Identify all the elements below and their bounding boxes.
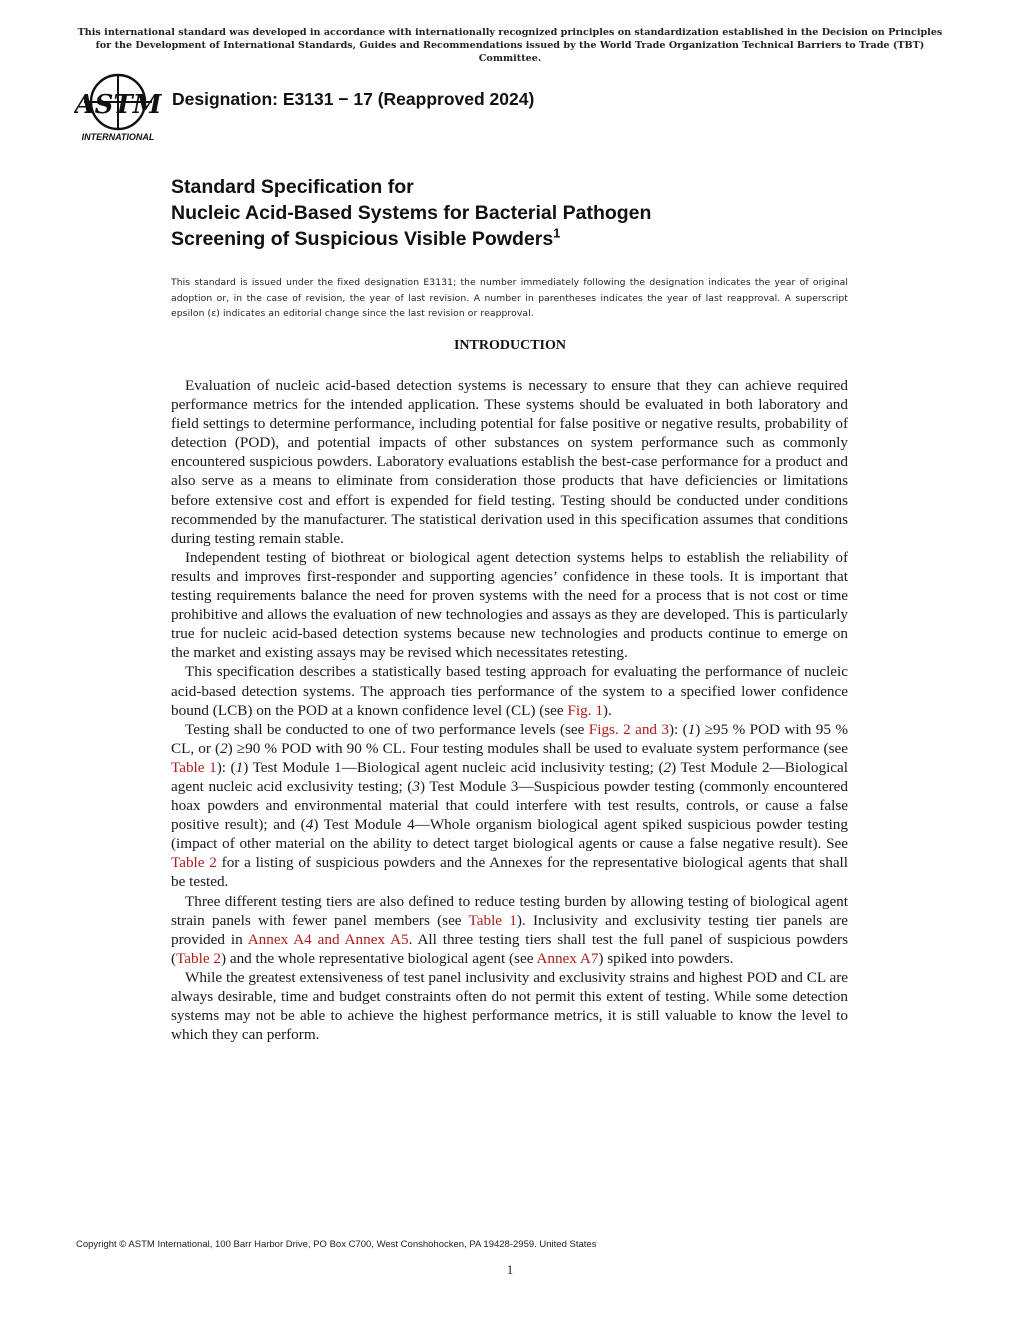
issue-note: This standard is issued under the fixed designation E3131; the number immediately following the designation indicates the year of original adoption or, in the case of revision, the year of last revision. A number in parentheses indicates the year of last reapproval. A superscript epsilon (ε) indicates an editorial change since the last revision or reapproval. bbox=[171, 277, 848, 319]
annex-a4-a5-link[interactable]: Annex A4 and Annex A5 bbox=[247, 930, 409, 948]
introduction-body bbox=[171, 376, 848, 1044]
title-line-2: Nucleic Acid-Based Systems for Bacterial Pathogen bbox=[171, 202, 652, 224]
title-footnote-mark: 1 bbox=[553, 225, 561, 241]
paragraph-3: This specification describes a statistically based testing approach for evaluating the performance of nucleic acid-based detection systems. The approach ties performance of the system to a specified lower confidence bound (LCB) on the POD at a known confidence level (CL) (see Fig. 1). bbox=[171, 663, 848, 719]
fig-1-link[interactable]: Fig. 1 bbox=[567, 701, 603, 719]
annex-a7-link[interactable]: Annex A7 bbox=[536, 949, 599, 967]
paragraph-5: Three different testing tiers are also defined to reduce testing burden by allowing testing of biological agent strain panels with fewer panel members (see Table 1). Inclusivity and exclusivity testing tier panels are provided in Annex A4 and Annex A5. All three testing tiers shall test the full panel of suspicious powders (Table 2) and the whole representative biological agent (see Annex A7) spiked into powders. bbox=[171, 892, 848, 967]
paragraph-4: Testing shall be conducted to one of two performance levels (see Figs. 2 and 3): (1) ≥95 % POD with 95 % CL, or (2) ≥90 % POD with 90 % CL. Four testing modules shall be used to evaluate system performance (see Table 1): (1) Test Module 1—Biological agent nucleic acid inclusivity testing; (2) Test Module 2—Biological agent nucleic acid exclusivity testing; (3) Test Module 3—Suspicious powder testing (commonly encountered hoax powders and environmental material that could interfere with test results, controls, or cause a false positive result); and (4) Test Module 4—Whole organism biological agent spiked suspicious powder testing (impact of other material on the ability to detect target biological agents or cause a false negative result). See Table 2 for a listing of suspicious powders and the Annexes for the representative biological agents that shall be tested. bbox=[171, 720, 848, 891]
title-line-1: Standard Specification for bbox=[171, 176, 414, 198]
figs-2-3-link[interactable]: Figs. 2 and 3 bbox=[588, 720, 669, 738]
table-2-link[interactable]: Table 2 bbox=[171, 854, 217, 872]
page-number: 1 bbox=[506, 1262, 514, 1277]
svg-text:INTERNATIONAL: INTERNATIONAL bbox=[81, 132, 155, 142]
copyright-footer: Copyright © ASTM International, 100 Barr Harbor Drive, PO Box C700, West Conshohocken, PA 19428-2959. United States bbox=[76, 1239, 597, 1250]
table-1-link[interactable]: Table 1 bbox=[468, 911, 517, 929]
table-2-link[interactable]: Table 2 bbox=[176, 949, 221, 967]
paragraph-6: While the greatest extensiveness of test panel inclusivity and exclusivity strains and highest POD and CL are always desirable, time and budget constraints often do not permit this extent of testing. While some detection systems may not be able to achieve the highest performance metrics, it is still valuable to know the level to which they can perform. bbox=[171, 968, 848, 1044]
designation: Designation: E3131 − 17 (Reapproved 2024) bbox=[172, 89, 535, 109]
table-1-link[interactable]: Table 1 bbox=[171, 758, 217, 776]
svg-text:ASTM: ASTM bbox=[74, 90, 162, 120]
introduction-heading: INTRODUCTION bbox=[453, 338, 566, 353]
paragraph-2: Independent testing of biothreat or biological agent detection systems helps to establish the reliability of results and improves first-responder and supporting agencies’ confidence in these tools. It is important that testing requirements balance the need for proven systems with the need for a process that is not cost or time prohibitive and allows the evaluation of new technologies and assays as they are developed. This is particularly true for nucleic acid-based detection systems because new technologies and products continue to emerge on the market and existing assays may be revised which necessitates retesting. bbox=[171, 548, 848, 662]
title-line-3: Screening of Suspicious Visible Powders bbox=[171, 228, 554, 250]
astm-logo bbox=[74, 72, 162, 144]
paragraph-1: Evaluation of nucleic acid-based detection systems is necessary to ensure that they can achieve required performance metrics for the intended application. These systems should be evaluated in both laboratory and field settings to determine performance, including potential for false positive or negative results, probability of detection (POD), and potential impacts of other substances on system performance such as commonly encountered suspicious powders. Laboratory evaluations establish the best-case performance for a product and also serve as a means to eliminate from consideration those products that have deficiencies or limitations before extensive cost and effort is expended for field testing. Testing should be conducted under conditions recommended by the manufacturer. The statistical derivation used in this specification assumes that conditions during testing remain stable. bbox=[171, 377, 848, 547]
trade-notice: This international standard was developed in accordance with internationally recognized principles on standardization established in the Decision on Principles for the Development of International Standards, Guides and Recommendations issued by the World Trade Organization Technical Barriers to Trade (TBT) Committee. bbox=[77, 27, 943, 64]
document-title bbox=[171, 174, 651, 252]
